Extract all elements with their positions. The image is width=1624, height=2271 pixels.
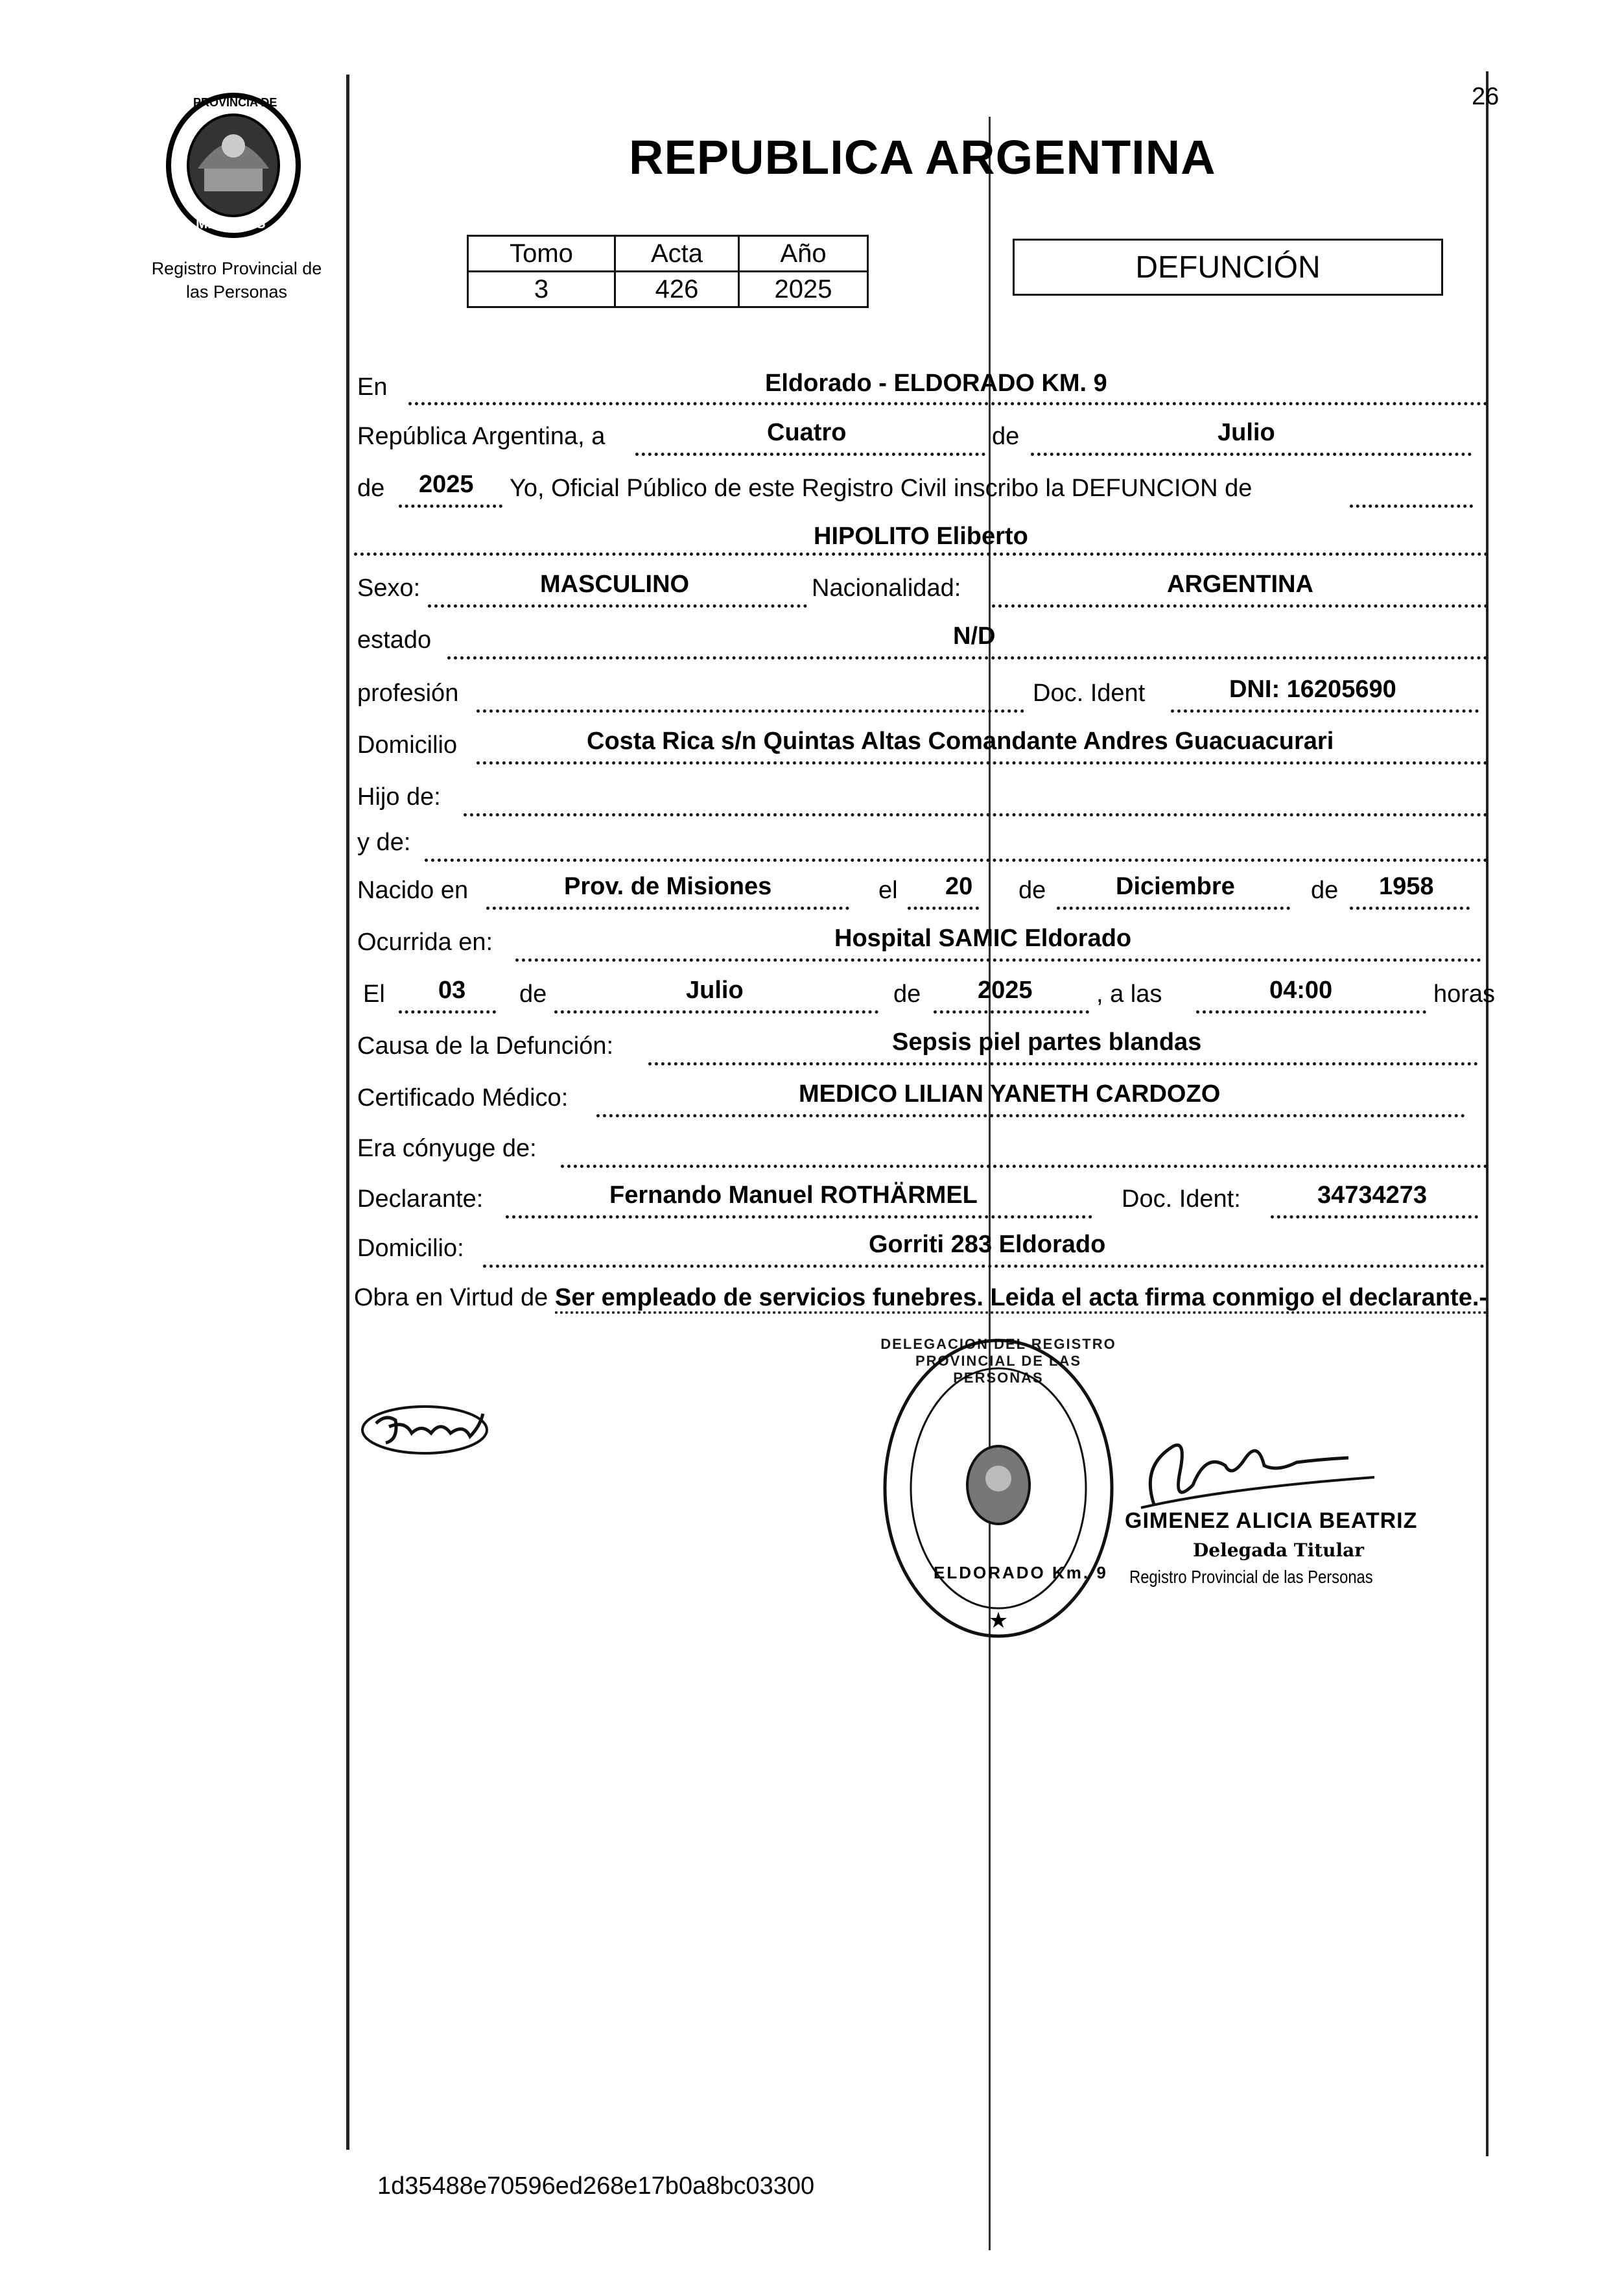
- certificado-label: Certificado Médico:: [357, 1084, 569, 1112]
- ref-header-tomo: Tomo: [468, 236, 615, 272]
- seal-top-text: PROVINCIA DE: [193, 96, 277, 109]
- year-dotline: [399, 505, 502, 508]
- yde-dotline: [425, 859, 1488, 862]
- ocurrida-label: Ocurrida en:: [357, 929, 493, 956]
- declarante-label: Declarante:: [357, 1185, 484, 1213]
- hijo-label: Hijo de:: [357, 783, 441, 811]
- month-dotline: [1031, 453, 1472, 456]
- name-dotline: [354, 553, 1489, 556]
- ref-header-acta: Acta: [615, 236, 739, 272]
- birthday-dotline: [908, 907, 979, 910]
- declarante-dotline: [506, 1215, 1092, 1219]
- estado-dotline: [447, 656, 1488, 660]
- de6-label: de: [893, 981, 921, 1008]
- ocurrida-dotline: [515, 958, 1481, 962]
- obra-value: Ser empleado de servicios funebres. Leida el acta firma conmigo el declarante.-: [555, 1284, 1487, 1314]
- de4-label: de: [1311, 877, 1339, 904]
- deathday-dotline: [399, 1010, 496, 1014]
- record-type-box: DEFUNCIÓN: [1013, 239, 1443, 296]
- de5-label: de: [519, 981, 547, 1008]
- domicilio-value: Costa Rica s/n Quintas Altas Comandante Andres Guacuacurari: [587, 728, 1334, 755]
- domicilio-dotline: [477, 761, 1488, 765]
- obra-paragraph: [354, 1279, 1501, 1316]
- birth-month-value: Diciembre: [1116, 873, 1235, 900]
- horas-label: horas: [1433, 981, 1496, 1008]
- doc-ident-label: Doc. Ident: [1033, 680, 1146, 707]
- registry-label: Registro Provincial de las Personas: [151, 259, 322, 302]
- page-title: REPUBLICA ARGENTINA: [629, 130, 1216, 184]
- deceased-name: HIPOLITO Eliberto: [814, 523, 1028, 550]
- reference-table: [467, 235, 869, 308]
- doc-ident-value: DNI: 16205690: [1229, 676, 1396, 703]
- obra-label: Obra en Virtud de: [354, 1284, 548, 1311]
- de-label: de: [992, 423, 1020, 450]
- month-value: Julio: [1218, 419, 1275, 446]
- document-hash: 1d35488e70596ed268e17b0a8bc03300: [377, 2172, 815, 2200]
- alas-label: , a las: [1096, 981, 1162, 1008]
- svg-text:★: ★: [988, 1608, 1009, 1634]
- year-value: 2025: [419, 471, 474, 498]
- conyuge-label: Era cónyuge de:: [357, 1135, 537, 1162]
- nacionalidad-value: ARGENTINA: [1167, 571, 1313, 598]
- domicilio-label: Domicilio: [357, 731, 458, 759]
- left-margin-line: [346, 75, 349, 2150]
- causa-value: Sepsis piel partes blandas: [892, 1028, 1202, 1056]
- sexo-dotline: [428, 604, 807, 608]
- birth-year-value: 1958: [1379, 873, 1434, 900]
- ref-value-ano: 2025: [739, 272, 868, 307]
- certificado-dotline: [596, 1114, 1465, 1117]
- ref-value-acta: 426: [615, 272, 739, 307]
- birth-day-value: 20: [945, 873, 973, 900]
- sexo-value: MASCULINO: [540, 571, 690, 598]
- doc-dotline: [1171, 709, 1479, 713]
- causa-label: Causa de la Defunción:: [357, 1032, 614, 1060]
- doc2-label: Doc. Ident:: [1122, 1185, 1241, 1213]
- ref-header-ano: Año: [739, 236, 868, 272]
- deathyear-dotline: [934, 1010, 1089, 1014]
- estado-value: N/D: [953, 623, 996, 650]
- profesion-label: profesión: [357, 680, 459, 707]
- statement-text: Yo, Oficial Público de este Registro Civil inscribo la DEFUNCION de: [510, 475, 1253, 502]
- nacionalidad-label: Nacionalidad:: [812, 575, 961, 602]
- republica-label: República Argentina, a: [357, 423, 606, 450]
- el2-label: El: [363, 981, 385, 1008]
- stamp-bottom-text: ELDORADO Km. 9: [934, 1563, 1108, 1582]
- el-label: el: [878, 877, 898, 904]
- doc2-dotline: [1271, 1215, 1478, 1219]
- death-year-value: 2025: [978, 977, 1033, 1004]
- birthyear-dotline: [1350, 907, 1470, 910]
- stamp-ring-text: DELEGACION DEL REGISTRO PROVINCIAL DE LAS PERSONAS: [880, 1336, 1116, 1386]
- en-value: Eldorado - ELDORADO KM. 9: [765, 370, 1107, 397]
- ocurrida-value: Hospital SAMIC Eldorado: [834, 925, 1132, 952]
- profesion-dotline-2: [477, 709, 1024, 713]
- certificado-value: MEDICO LILIAN YANETH CARDOZO: [799, 1080, 1221, 1108]
- sexo-label: Sexo:: [357, 575, 421, 602]
- official-registry: Registro Provincial de las Personas: [1129, 1567, 1373, 1587]
- right-margin-line: [1486, 71, 1489, 2156]
- nacionalidad-dotline: [992, 604, 1488, 608]
- day-value: Cuatro: [767, 419, 847, 446]
- scan-fold-line: [989, 117, 991, 2250]
- declarant-signature: [360, 1401, 496, 1459]
- conyuge-dotline: [561, 1165, 1488, 1168]
- domicilio2-value: Gorriti 283 Eldorado: [869, 1231, 1106, 1258]
- yde-label: y de:: [357, 829, 411, 856]
- death-time-value: 04:00: [1269, 977, 1333, 1004]
- en-label: En: [357, 374, 388, 401]
- doc2-value: 34734273: [1317, 1182, 1428, 1209]
- causa-dotline: [648, 1062, 1478, 1065]
- estado-label: estado: [357, 626, 432, 654]
- time-dotline: [1196, 1010, 1426, 1014]
- nacido-dotline: [486, 907, 849, 910]
- official-title: Delegada Titular: [1193, 1540, 1365, 1561]
- hijo-dotline: [464, 813, 1488, 816]
- day-dotline: [635, 453, 985, 456]
- statement-dotline: [1350, 505, 1473, 508]
- de2-label: de: [357, 475, 385, 502]
- de3-label: de: [1018, 877, 1046, 904]
- domicilio2-dotline: [483, 1265, 1485, 1268]
- seal-bottom-text: MISIONES: [196, 215, 266, 232]
- domicilio2-label: Domicilio:: [357, 1235, 464, 1262]
- birthmonth-dotline: [1057, 907, 1290, 910]
- declarante-value: Fernando Manuel ROTHÄRMEL: [609, 1182, 978, 1209]
- nacido-label: Nacido en: [357, 877, 469, 904]
- en-dotline: [408, 402, 1488, 405]
- nacido-value: Prov. de Misiones: [564, 873, 772, 900]
- deathmonth-dotline: [554, 1010, 878, 1014]
- official-name: GIMENEZ ALICIA BEATRIZ: [1125, 1508, 1418, 1533]
- death-day-value: 03: [438, 977, 466, 1004]
- ref-value-tomo: 3: [468, 272, 615, 307]
- death-month-value: Julio: [686, 977, 744, 1004]
- page-number: 26: [1472, 83, 1500, 110]
